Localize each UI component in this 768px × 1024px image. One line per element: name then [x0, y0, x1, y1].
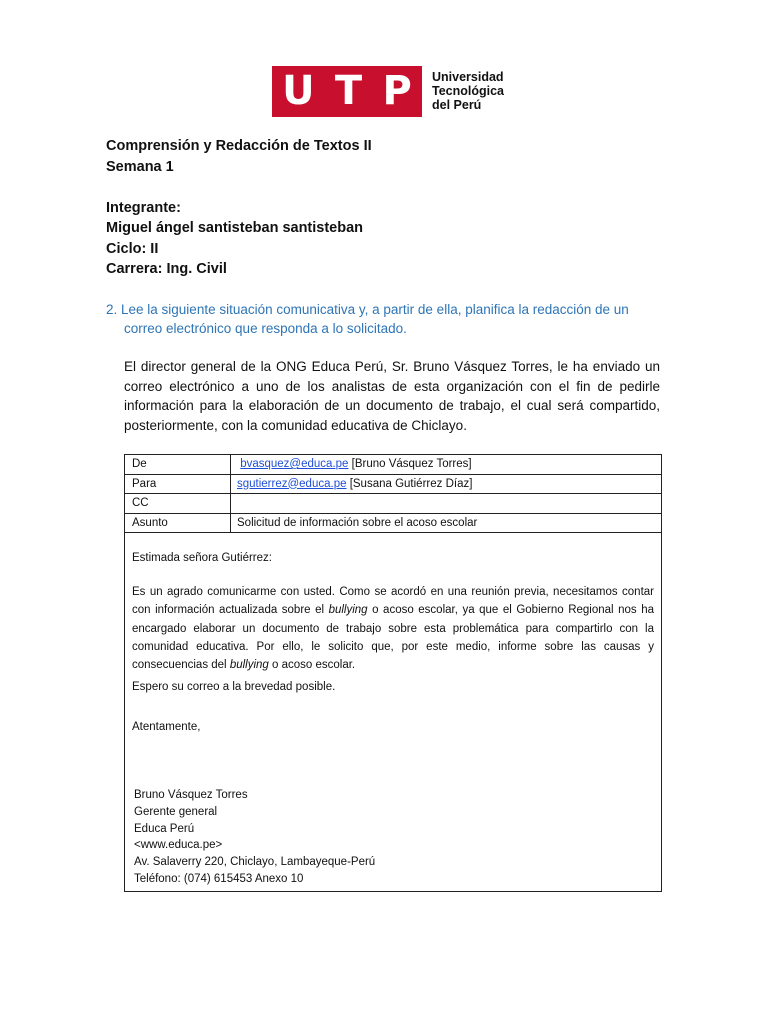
signature-phone: Teléfono: (074) 615453 Anexo 10 — [134, 872, 304, 885]
para1-text-b: o acoso escolar, ya que el Gobierno Regional nos ha encargado elaborar un documento de trabajo sobre esta problemática para compartirlo con la comunidad educativa. Por ello, le solicito que, por este medio, informe sobre las causas y consecuencias del — [132, 604, 654, 672]
email-from-row — [125, 455, 661, 475]
para1-text-a: Es un agrado comunicarme con usted. Como se acordó en una reunión previa, necesitamos contar con información actualizada sobre el — [132, 586, 654, 617]
para1-text-c: o acoso escolar. — [268, 659, 356, 672]
cycle-label: Ciclo: II — [106, 241, 159, 257]
email-to-row — [125, 475, 661, 495]
email-body — [125, 533, 661, 891]
email-table — [124, 454, 662, 892]
to-label: Para — [125, 475, 231, 494]
email-paragraph-2: Espero su correo a la brevedad posible. — [132, 681, 336, 693]
from-name: [Bruno Vásquez Torres] — [348, 458, 472, 470]
cc-value — [231, 494, 661, 513]
logo-letter-u: U — [282, 68, 315, 114]
logo-wordmark — [432, 70, 504, 112]
from-value — [231, 455, 661, 474]
para1-italic-1: bullying — [328, 604, 368, 617]
email-subject-row — [125, 514, 661, 534]
email-closing: Atentamente, — [132, 721, 201, 733]
email-paragraph-1 — [132, 583, 654, 674]
utp-logo — [272, 66, 504, 118]
logo-line-1: Universidad — [432, 70, 504, 84]
question-line-1: 2. Lee la siguiente situación comunicativa y, a partir de ella, planifica la redacción de un — [106, 302, 629, 317]
signature-org: Educa Perú — [134, 822, 195, 835]
career-label: Carrera: Ing. Civil — [106, 261, 227, 277]
member-label: Integrante: — [106, 200, 181, 216]
logo-letter-t: T — [334, 68, 363, 114]
email-cc-row — [125, 494, 661, 514]
logo-letter-p: P — [382, 68, 412, 114]
to-email-link[interactable]: sgutierrez@educa.pe — [237, 477, 347, 490]
logo-line-2: Tecnológica — [432, 84, 505, 98]
email-greeting: Estimada señora Gutiérrez: — [132, 552, 272, 564]
signature-role: Gerente general — [134, 805, 218, 818]
question-prompt — [106, 300, 666, 338]
para1-italic-2: bullying — [229, 659, 269, 672]
from-email-link[interactable]: bvasquez@educa.pe — [240, 458, 349, 470]
question-line-2: correo electrónico que responda a lo solicitado. — [124, 321, 407, 336]
week-label: Semana 1 — [106, 159, 174, 175]
signature-address: Av. Salaverry 220, Chiclayo, Lambayeque-Perú — [134, 856, 376, 869]
signature-name: Bruno Vásquez Torres — [134, 789, 248, 801]
subject-value: Solicitud de información sobre el acoso escolar — [237, 516, 478, 529]
member-name: Miguel ángel santisteban santisteban — [106, 220, 364, 236]
email-signature — [134, 787, 375, 888]
cc-label: CC — [125, 494, 231, 513]
to-name: [Susana Gutiérrez Díaz] — [346, 477, 473, 490]
logo-letters — [272, 66, 422, 117]
to-value — [231, 475, 661, 494]
from-label: De — [125, 455, 231, 474]
logo-line-3: del Perú — [432, 98, 482, 112]
signature-web: <www.educa.pe> — [134, 839, 223, 852]
subject-label: Asunto — [125, 514, 231, 533]
course-title: Comprensión y Redacción de Textos II — [106, 138, 372, 154]
situation-paragraph: El director general de la ONG Educa Perú, Sr. Bruno Vásquez Torres, le ha enviado un correo electrónico a uno de los analistas de esta organización con el fin de pedirle información para la elaboración de un documento de trabajo, el cual será compartido, posteriormente, con la comunidad educativa de Chiclayo. — [124, 359, 660, 433]
